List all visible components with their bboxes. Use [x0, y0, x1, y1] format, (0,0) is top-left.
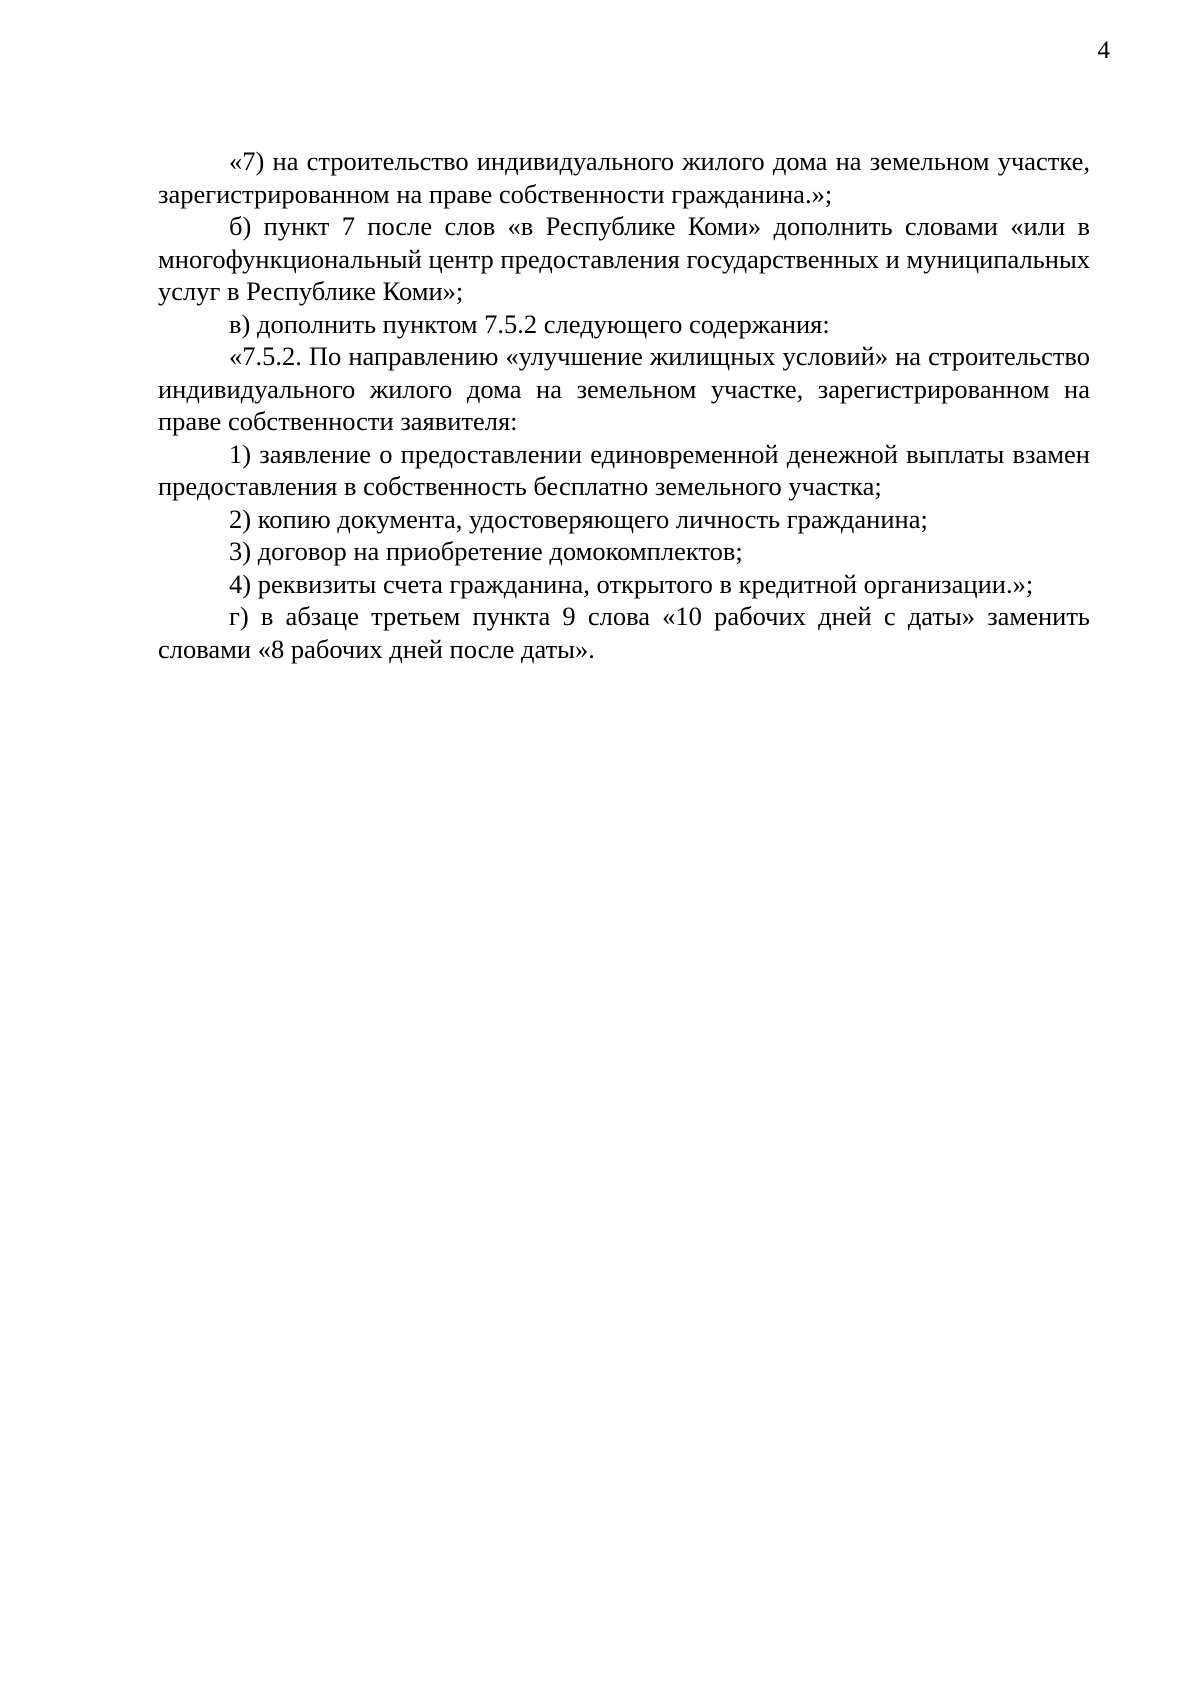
paragraph-amendment-g: г) в абзаце третьем пункта 9 слова «10 рабочих дней с даты» заменить словами «8 рабочих дней после даты». — [158, 601, 1090, 664]
paragraph-7-5-2: «7.5.2. По направлению «улучшение жилищных условий» на строительство индивидуального жилого дома на земельном участке, зарегистрированном на праве собственности заявителя: — [158, 341, 1090, 436]
list-item-3: 3) договор на приобретение домокомплектов; — [229, 536, 743, 566]
paragraph-amendment-v: в) дополнить пунктом 7.5.2 следующего содержания: — [229, 308, 830, 339]
list-item-4: 4) реквизиты счета гражданина, открытого в кредитной организации.»; — [229, 568, 1034, 599]
list-item-1: 1) заявление о предоставлении единовременной денежной выплаты взамен предоставления в собственность бесплатно земельного участка; — [158, 438, 1090, 501]
document-body — [158, 145, 1090, 665]
paragraph-amendment-b: б) пункт 7 после слов «в Республике Коми» дополнить словами «или в многофункциональный центр предоставления государственных и муниципальных услуг в Республике Коми»; — [158, 211, 1090, 306]
page-number: 4 — [1097, 37, 1110, 64]
paragraph-item-7: «7) на строительство индивидуального жилого дома на земельном участке, зарегистрированном на праве собственности гражданина.»; — [158, 146, 1090, 209]
list-item-2: 2) копию документа, удостоверяющего личность гражданина; — [229, 503, 928, 534]
